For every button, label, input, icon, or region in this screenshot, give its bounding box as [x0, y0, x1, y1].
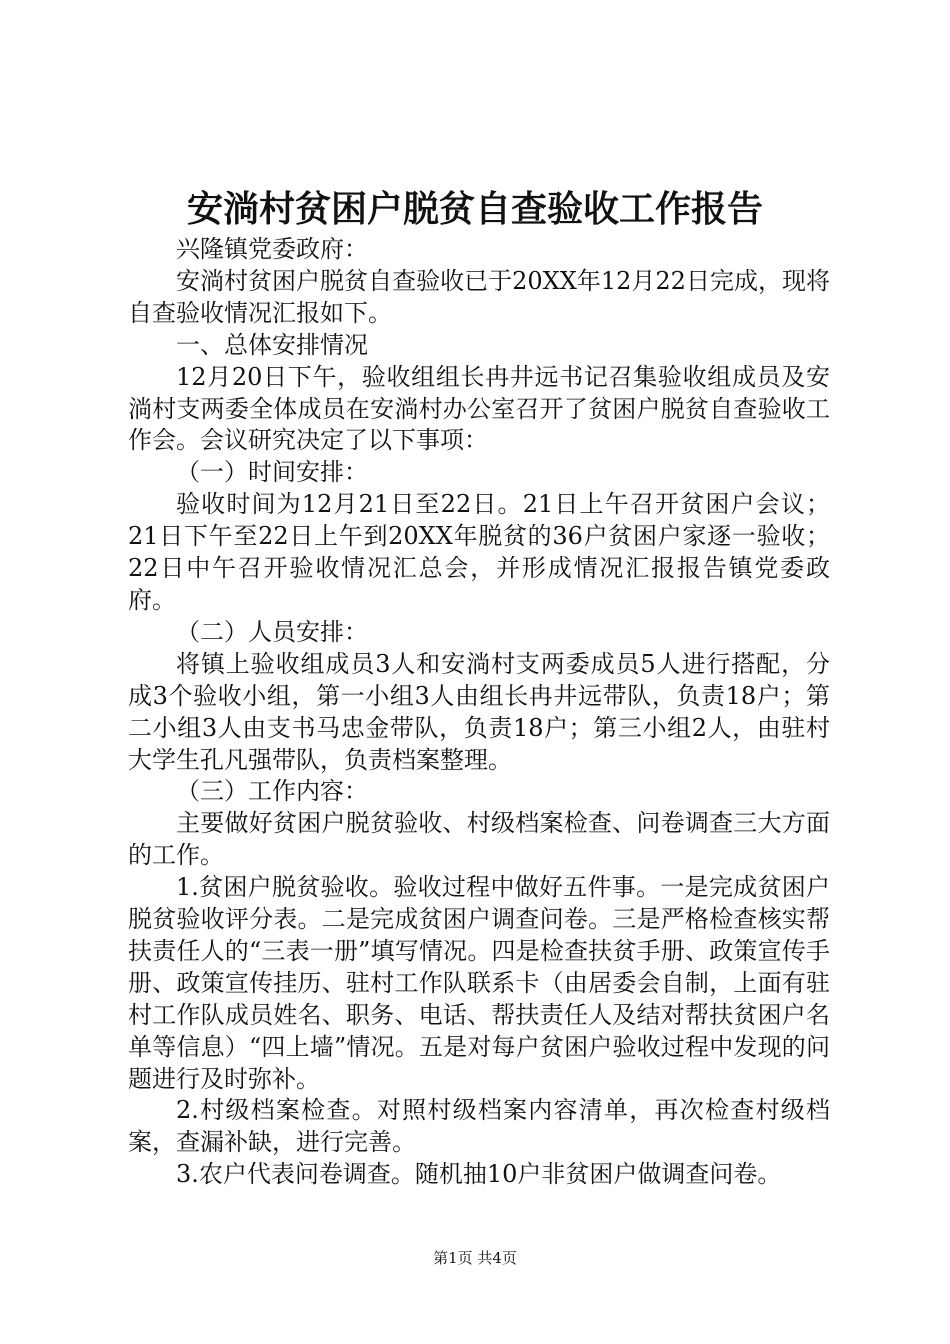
meeting-paragraph: 12月20日下午，验收组组长冉井远书记召集验收组成员及安淌村支两委全体成员在安淌村办公室召开了贫困户脱贫自查验收工作会。会议研究决定了以下事项：: [128, 362, 830, 455]
subheading-time: （一）时间安排：: [176, 458, 368, 487]
salutation: 兴隆镇党委政府：: [176, 235, 368, 263]
subheading-work: （三）工作内容：: [176, 777, 368, 806]
work-item-1: 1.贫困户脱贫验收。验收过程中做好五件事。一是完成贫困户脱贫验收评分表。二是完成贫困户调查问卷。三是严格检查核实帮扶责任人的“三表一册”填写情况。四是检查扶贫手册、政策宣传手册、政策宣传挂历、驻村工作队联系卡（由居委会自制，上面有驻村工作队成员姓名、职务、电话、帮扶责任人及结对帮扶贫困户名单等信息）“四上墙”情况。五是对每户贫困户验收过程中发现的问题进行及时弥补。: [128, 873, 830, 1093]
intro-paragraph: 安淌村贫困户脱贫自查验收已于20XX年12月22日完成，现将自查验收情况汇报如下。: [128, 266, 830, 327]
work-item-2: 2.村级档案检查。对照村级档案内容清单，再次检查村级档案，查漏补缺，进行完善。: [128, 1096, 830, 1157]
document-title: 安淌村贫困户脱贫自查验收工作报告: [186, 188, 763, 230]
staff-paragraph: 将镇上验收组成员3人和安淌村支两委成员5人进行搭配，分成3个验收小组，第一小组3人由组长冉井远带队，负责18户；第二小组3人由支书马忠金带队，负责18户；第三小组2人，由驻村大学生孔凡强带队，负责档案整理。: [128, 649, 830, 774]
work-summary-paragraph: 主要做好贫困户脱贫验收、村级档案检查、问卷调查三大方面的工作。: [128, 809, 830, 870]
section-heading: 一、总体安排情况: [176, 330, 368, 359]
time-paragraph: 验收时间为12月21日至22日。21日上午召开贫困户会议；21日下午至22日上午到20XX年脱贫的36户贫困户家逐一验收；22日中午召开验收情况汇总会，并形成情况汇报报告镇党委政府。: [128, 490, 830, 614]
work-item-3: 3.农户代表问卷调查。随机抽10户非贫困户做调查问卷。: [176, 1160, 782, 1189]
page-footer: 第1页 共4页: [433, 1249, 517, 1267]
subheading-staff: （二）人员安排：: [176, 617, 368, 646]
document-body: [128, 234, 830, 1191]
